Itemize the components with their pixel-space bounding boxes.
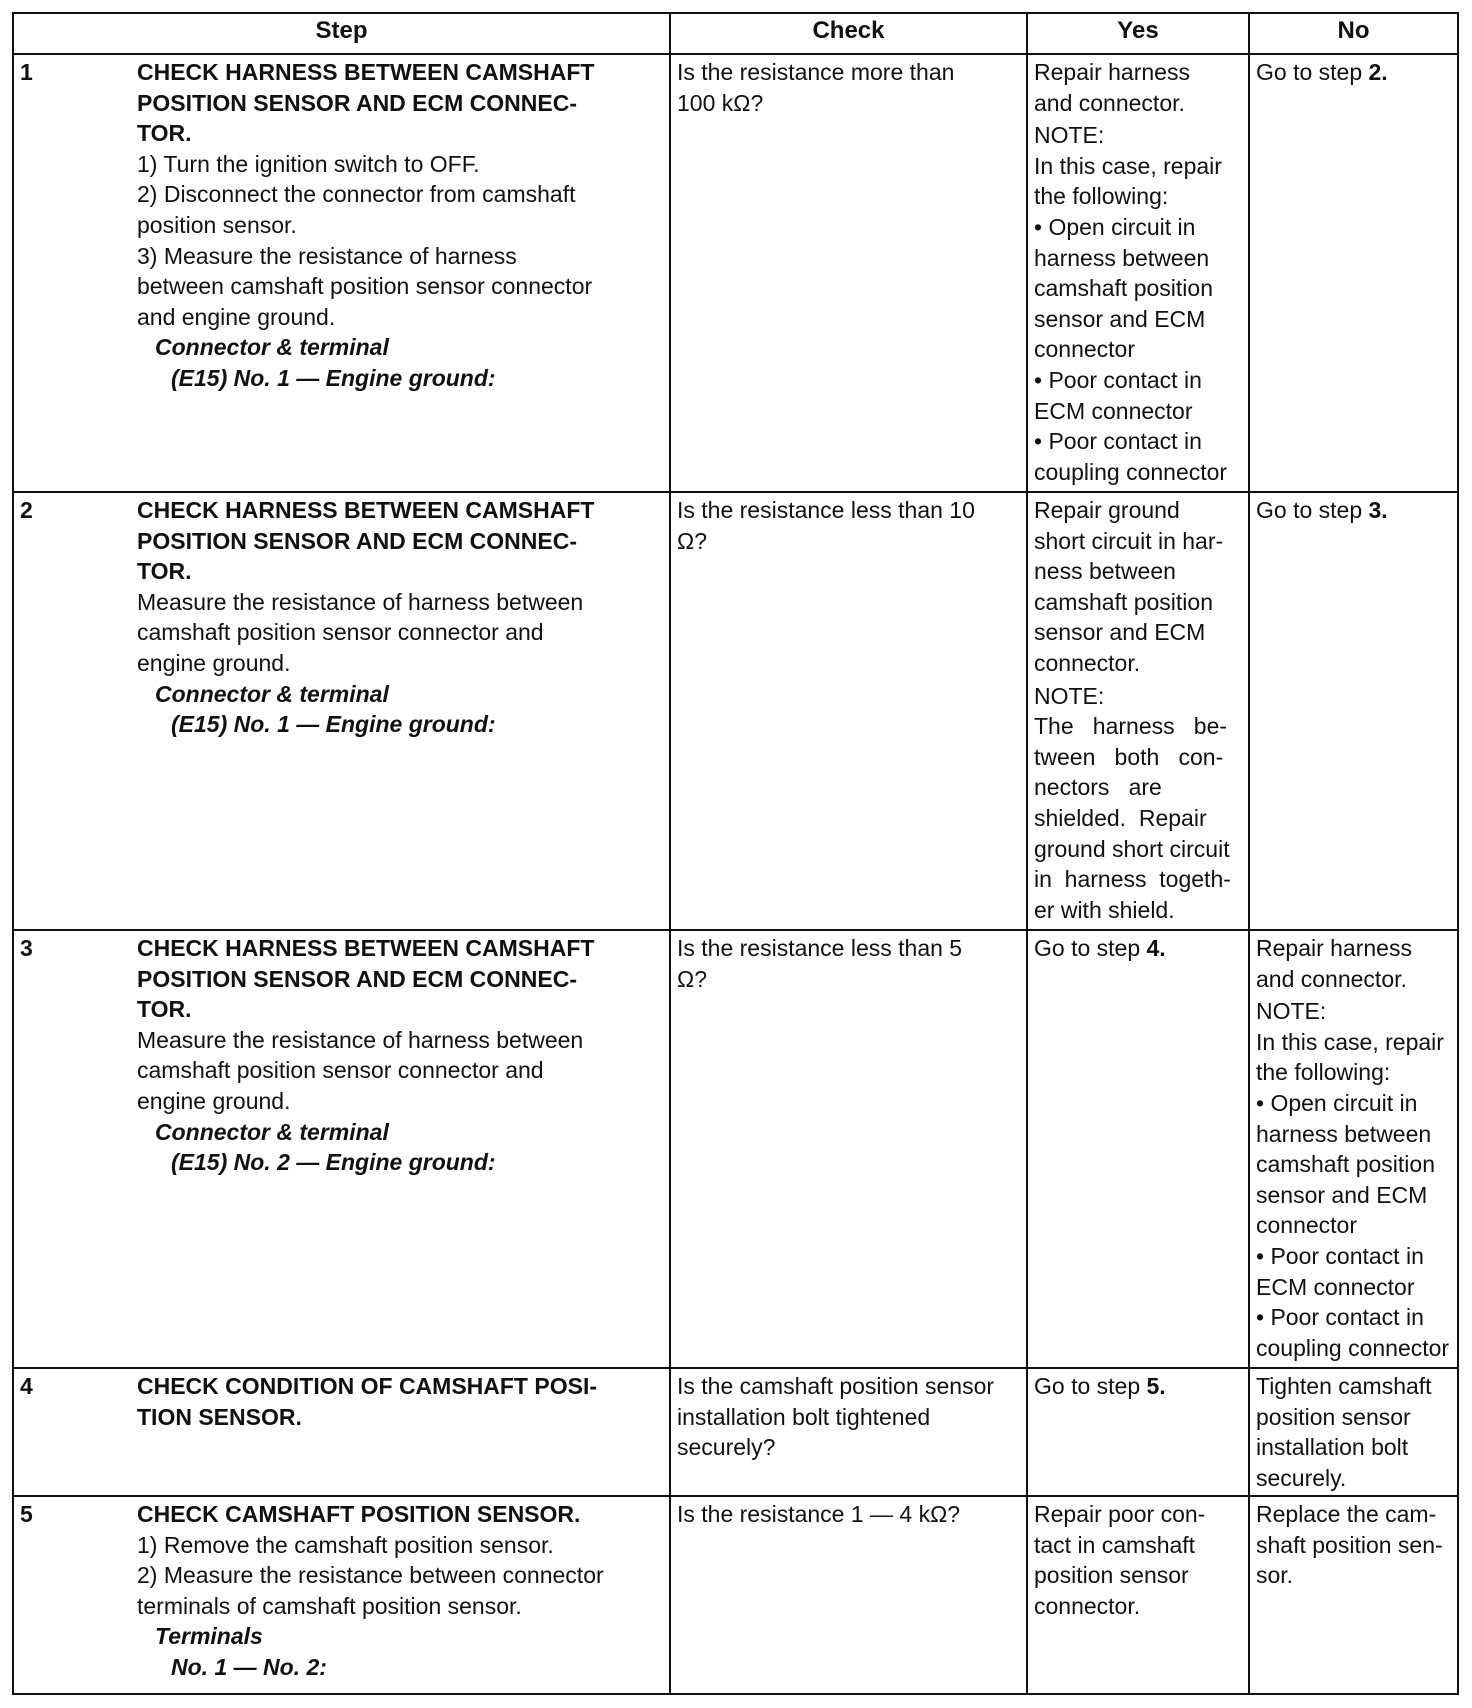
yes-text: camshaft position — [1034, 588, 1213, 615]
no-cell — [1250, 55, 1457, 491]
note-text: the following: — [1256, 1059, 1391, 1086]
yes-cell — [1028, 1497, 1250, 1693]
step-title: POSITION SENSOR AND ECM CONNEC- — [137, 965, 578, 992]
note-text: The harness be- — [1034, 713, 1228, 740]
check-cell — [671, 931, 1028, 1367]
step-title: TOR. — [137, 120, 192, 147]
no-text: sor. — [1256, 1562, 1294, 1589]
check-text: securely? — [677, 1434, 776, 1461]
note-text: connector — [1034, 336, 1136, 363]
spec-value: (E15) No. 1 — Engine ground: — [171, 364, 496, 391]
step-number: 5 — [20, 1501, 33, 1527]
table-row — [14, 1497, 1457, 1693]
check-cell — [671, 1497, 1028, 1693]
step-cell — [14, 1497, 671, 1693]
step-title: CHECK HARNESS BETWEEN CAMSHAFT — [137, 497, 595, 523]
step-number: 2 — [20, 497, 33, 523]
header-yes: Yes — [1028, 14, 1250, 53]
yes-cell — [1028, 493, 1250, 929]
spec-label: Connector & terminal — [155, 334, 389, 361]
no-cell — [1250, 1369, 1457, 1495]
step-text: 2) Disconnect the connector from camshaft — [137, 181, 576, 208]
step-cell — [14, 493, 671, 929]
table-row — [14, 931, 1457, 1369]
note-text: ECM connector — [1256, 1273, 1415, 1300]
step-title: TOR. — [137, 558, 192, 585]
note-label: NOTE: — [1034, 682, 1105, 709]
step-text: engine ground. — [137, 1087, 291, 1114]
no-text: Go to step — [1256, 59, 1369, 85]
check-text: Is the camshaft position sensor — [677, 1373, 995, 1399]
step-text: 1) Turn the ignition switch to OFF. — [137, 150, 480, 177]
step-number: 4 — [20, 1373, 33, 1399]
note-text: in harness togeth- — [1034, 866, 1231, 893]
step-text: position sensor. — [137, 211, 297, 238]
spec-value: (E15) No. 1 — Engine ground: — [171, 711, 496, 738]
goto-step-link[interactable]: 5. — [1146, 1373, 1166, 1399]
no-text: Tighten camshaft — [1256, 1373, 1432, 1399]
note-text: • Open circuit in — [1034, 213, 1196, 240]
yes-text: Go to step — [1034, 935, 1147, 961]
note-label: NOTE: — [1034, 122, 1105, 149]
step-text: and engine ground. — [137, 303, 336, 330]
step-cell — [14, 1369, 671, 1495]
step-number: 1 — [20, 59, 33, 85]
yes-text: sensor and ECM — [1034, 619, 1206, 646]
no-cell — [1250, 1497, 1457, 1693]
step-text: camshaft position sensor connector and — [137, 619, 544, 646]
note-text: coupling connector — [1256, 1334, 1450, 1361]
table-header — [14, 14, 1457, 55]
yes-text: short circuit in har- — [1034, 527, 1224, 554]
step-text: 2) Measure the resistance between connector — [137, 1562, 604, 1589]
step-title: CHECK CONDITION OF CAMSHAFT POSI- — [137, 1373, 597, 1399]
note-text: • Poor contact in — [1256, 1242, 1424, 1269]
step-cell — [14, 931, 671, 1367]
no-text: shaft position sen- — [1256, 1531, 1443, 1558]
header-step: Step — [14, 14, 671, 53]
check-text: 100 kΩ? — [677, 89, 764, 116]
note-text: • Poor contact in — [1034, 366, 1202, 393]
check-text: Is the resistance less than 10 — [677, 497, 975, 523]
step-text: Measure the resistance of harness between — [137, 1026, 584, 1053]
note-text: shielded. Repair — [1034, 804, 1207, 831]
yes-cell — [1028, 55, 1250, 491]
note-label: NOTE: — [1256, 998, 1327, 1025]
table-row — [14, 55, 1457, 493]
no-cell — [1250, 493, 1457, 929]
step-title: TION SENSOR. — [137, 1403, 302, 1430]
step-number: 3 — [20, 935, 33, 961]
spec-label: Connector & terminal — [155, 680, 389, 707]
note-text: camshaft position — [1256, 1151, 1435, 1178]
no-text: Go to step — [1256, 497, 1369, 523]
note-text: In this case, repair — [1256, 1028, 1444, 1055]
check-text: installation bolt tightened — [677, 1403, 931, 1430]
yes-cell — [1028, 931, 1250, 1367]
note-text: • Poor contact in — [1256, 1304, 1424, 1331]
step-text: engine ground. — [137, 649, 291, 676]
spec-label: Terminals — [155, 1623, 263, 1650]
note-text: harness between — [1034, 244, 1210, 271]
no-text: securely. — [1256, 1464, 1347, 1491]
spec-value: No. 1 — No. 2: — [171, 1653, 327, 1680]
check-cell — [671, 1369, 1028, 1495]
step-text: camshaft position sensor connector and — [137, 1057, 544, 1084]
no-cell — [1250, 931, 1457, 1367]
no-text: Repair harness — [1256, 935, 1412, 961]
yes-text: tact in camshaft — [1034, 1531, 1196, 1558]
yes-text: Repair harness — [1034, 59, 1190, 85]
step-title: POSITION SENSOR AND ECM CONNEC- — [137, 527, 578, 554]
diagnostic-table — [12, 12, 1459, 1695]
note-text: sensor and ECM — [1034, 305, 1206, 332]
yes-text: Repair ground — [1034, 497, 1180, 523]
note-text: • Poor contact in — [1034, 428, 1202, 455]
goto-step-link[interactable]: 3. — [1368, 497, 1388, 523]
note-text: ECM connector — [1034, 397, 1193, 424]
step-text: terminals of camshaft position sensor. — [137, 1592, 522, 1619]
step-title: POSITION SENSOR AND ECM CONNEC- — [137, 89, 578, 116]
goto-step-link[interactable]: 2. — [1368, 59, 1388, 85]
note-text: er with shield. — [1034, 896, 1175, 923]
check-text: Is the resistance 1 — 4 kΩ? — [677, 1501, 961, 1527]
no-text: installation bolt — [1256, 1434, 1409, 1461]
step-title: CHECK HARNESS BETWEEN CAMSHAFT — [137, 935, 595, 961]
goto-step-link[interactable]: 4. — [1146, 935, 1166, 961]
step-title: CHECK HARNESS BETWEEN CAMSHAFT — [137, 59, 595, 85]
no-text: position sensor — [1256, 1403, 1411, 1430]
check-cell — [671, 55, 1028, 491]
step-cell — [14, 55, 671, 491]
step-title: CHECK CAMSHAFT POSITION SENSOR. — [137, 1501, 581, 1527]
note-text: ground short circuit — [1034, 835, 1230, 862]
check-text: Ω? — [677, 527, 707, 554]
header-no: No — [1337, 17, 1370, 44]
step-text: between camshaft position sensor connector — [137, 273, 593, 300]
header-check: Check — [671, 14, 1028, 53]
yes-text: Go to step — [1034, 1373, 1147, 1399]
note-text: coupling connector — [1034, 458, 1228, 485]
step-text: 3) Measure the resistance of harness — [137, 242, 517, 269]
spec-value: (E15) No. 2 — Engine ground: — [171, 1149, 496, 1176]
check-cell — [671, 493, 1028, 929]
note-text: the following: — [1034, 183, 1169, 210]
check-text: Ω? — [677, 965, 707, 992]
note-text: sensor and ECM — [1256, 1181, 1428, 1208]
no-text: and connector. — [1256, 965, 1407, 992]
note-text: harness between — [1256, 1120, 1432, 1147]
note-text: In this case, repair — [1034, 152, 1222, 179]
yes-cell — [1028, 1369, 1250, 1495]
no-text: Replace the cam- — [1256, 1501, 1437, 1527]
check-text: Is the resistance more than — [677, 59, 955, 85]
step-text: 1) Remove the camshaft position sensor. — [137, 1531, 554, 1558]
note-text: • Open circuit in — [1256, 1089, 1418, 1116]
table-row — [14, 493, 1457, 931]
spec-label: Connector & terminal — [155, 1118, 389, 1145]
yes-text: position sensor — [1034, 1562, 1189, 1589]
note-text: tween both con- — [1034, 743, 1224, 770]
note-text: connector — [1256, 1212, 1358, 1239]
yes-text: ness between — [1034, 558, 1176, 585]
yes-text: and connector. — [1034, 89, 1185, 116]
yes-text: connector. — [1034, 1592, 1141, 1619]
step-text: Measure the resistance of harness between — [137, 588, 584, 615]
check-text: Is the resistance less than 5 — [677, 935, 963, 961]
note-text: nectors are — [1034, 774, 1162, 801]
yes-text: Repair poor con- — [1034, 1501, 1206, 1527]
step-title: TOR. — [137, 996, 192, 1023]
note-text: camshaft position — [1034, 275, 1213, 302]
table-row — [14, 1369, 1457, 1497]
yes-text: connector. — [1034, 649, 1141, 676]
